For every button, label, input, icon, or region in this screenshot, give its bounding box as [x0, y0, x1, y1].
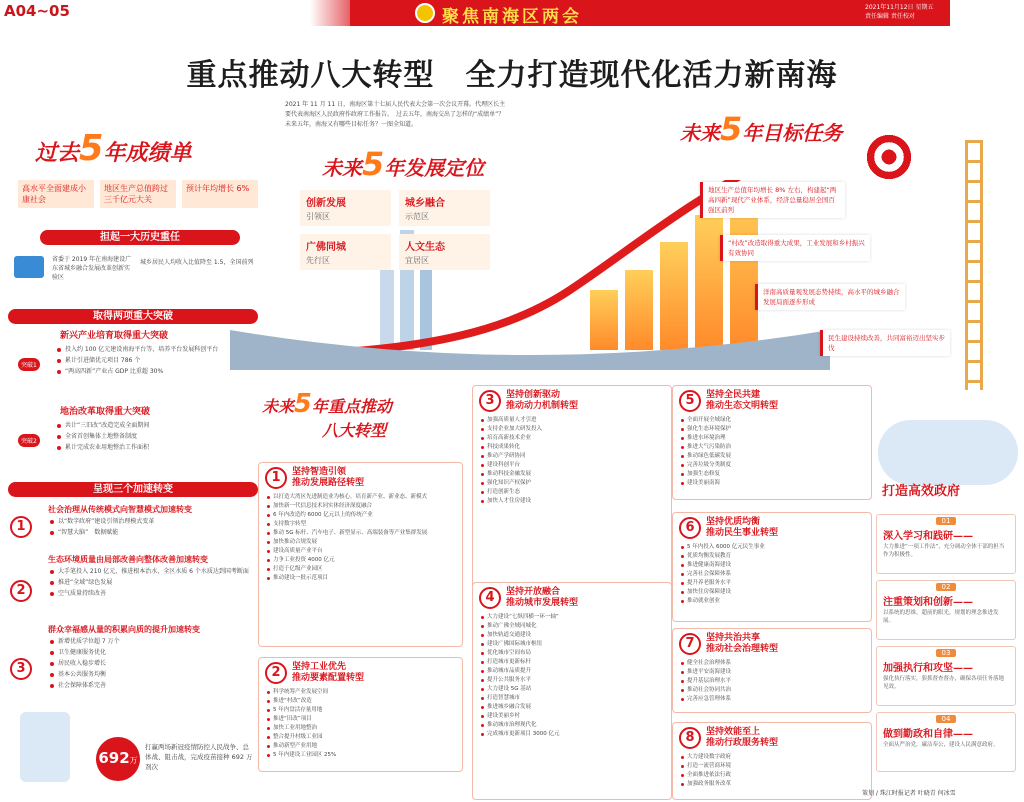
card-line: 全面开展全域绿化 — [679, 416, 865, 425]
pos-b: 引领区 — [306, 212, 330, 221]
list-item: 大手笔投入 210 亿元，推进根本治水，全区水质 6 个水质达到国考断面 — [48, 566, 253, 577]
card-line: 推进“旧改”项目 — [265, 715, 456, 724]
card-number: 8 — [679, 727, 701, 749]
card-line: 推动城市治理现代化 — [479, 721, 665, 730]
card-line: 全面推进依法行政 — [679, 771, 865, 780]
gov-heading: 加强执行和攻坚—— — [883, 663, 973, 674]
card-title-2: 推动民生事业转型 — [706, 528, 779, 538]
list-item: 共计“三旧改”改造完成全面期间 — [55, 420, 255, 431]
list-item: “两高四新”产业占 GDP 比重超 30% — [55, 366, 255, 377]
card-title — [706, 390, 778, 412]
card-line: 支持企业加大研发投入 — [479, 425, 665, 434]
card-line: 推动社会协同共治 — [679, 686, 865, 695]
card-line: 建设美丽南海 — [679, 479, 865, 488]
emblem-icon — [415, 3, 435, 23]
card-number: 2 — [265, 662, 287, 684]
group-items — [48, 636, 120, 691]
vaccine-illustration — [20, 712, 70, 782]
card-title — [292, 467, 364, 489]
card-line: 推动科技金融发展 — [479, 470, 665, 479]
s2-a-list — [55, 344, 255, 377]
tag-a: 突破1 — [18, 358, 40, 371]
s1-note-b: 城乡居民人均收入比值降至 1.5，全国前列 — [140, 259, 254, 266]
intro-text: 2021 年 11 月 11 日，南海区第十七届人民代表大会第一次会议开幕。代理区长主要代表南海区人民政府作政府工作报告。 过去五年，南海交出了怎样的“成绩单”？未来五年，南海又有哪些目标任务？一图全知道。 — [285, 101, 506, 128]
card-title-1: 坚持优质均衡 — [706, 517, 761, 527]
card-line: 支持数字转型 — [265, 520, 456, 529]
gov-heading: 深入学习和践研—— — [883, 531, 973, 542]
s2-b-list — [55, 420, 255, 453]
card-line: 推进水环境治理 — [679, 434, 865, 443]
card-line: 完善社会保障体系 — [679, 570, 865, 579]
card-title — [292, 662, 364, 684]
card-line: 加快新一代信息技术同实体经济深度融合 — [265, 502, 456, 511]
card-line: 培育高新技术企业 — [479, 434, 665, 443]
position-item — [300, 190, 391, 226]
card-line: 打造千亿级产业园区 — [265, 565, 456, 574]
page-title: 重点推动八大转型 全力打造现代化活力新南海 — [186, 58, 838, 93]
card-header — [673, 723, 871, 753]
card-header — [473, 386, 671, 416]
goal-item: 地区生产总值年均增长 8% 左右，构建起“两高四新”现代产业体系，经济总量稳居全国百强区前列 — [700, 182, 845, 218]
card-number: 6 — [679, 517, 701, 539]
card-line: 完成城市更新项目 3000 亿元 — [479, 730, 665, 739]
goals-post: 年目标任务 — [742, 121, 843, 145]
card-line: 5 年内投入 6000 亿元民生事业 — [679, 543, 865, 552]
gov-num: 04 — [936, 715, 956, 723]
card-line: 大力建设 5G 基站 — [479, 685, 665, 694]
gov-list — [876, 514, 1016, 772]
pos-b: 示范区 — [405, 212, 429, 221]
page-number: A04~05 — [4, 2, 70, 20]
gov-title: 打造高效政府 — [882, 484, 961, 499]
list-item: 社会保障体系完善 — [48, 680, 120, 691]
header-band — [350, 0, 950, 26]
group-title: 生态环境质量由局部改善向整体改善加速转变 — [48, 555, 208, 564]
transform-card — [672, 722, 872, 800]
list-item: 新增优质学位超 7 万个 — [48, 636, 120, 647]
past-heading — [35, 128, 192, 169]
card-line: 科技成果转化 — [479, 443, 665, 452]
gov-num: 01 — [936, 517, 956, 525]
stat-box: 预计年均增长 6% — [182, 180, 258, 208]
s2-sub-a: 新兴产业培育取得重大突破 — [60, 331, 169, 341]
card-number: 1 — [265, 467, 287, 489]
group-items — [48, 566, 253, 599]
position-heading — [322, 145, 484, 183]
list-item: 全省首创集体土地整备制度 — [55, 431, 255, 442]
header-date — [865, 3, 933, 21]
s3-group — [8, 504, 258, 550]
card-line: 推动城市品质提升 — [479, 667, 665, 676]
card-line: 加快工业用地整治 — [265, 724, 456, 733]
section-bar-1: 担起一大历史重任 — [40, 230, 240, 245]
section-kicker: 聚焦南海区两会 — [442, 7, 582, 27]
list-item: 累计完成农业用地整治工作面积 — [55, 442, 255, 453]
pos-a: 创新发展 — [306, 198, 346, 209]
card-line: 打造城市更新标杆 — [479, 658, 665, 667]
card-line: 打造智慧城市 — [479, 694, 665, 703]
past-post: 年成绩单 — [103, 141, 192, 166]
group-title: 社会治理从传统模式向智慧模式加速转变 — [48, 505, 192, 514]
map-icon — [14, 256, 44, 278]
goal-item: “村改”改造取得重大成果，工业发展和乡村振兴有效协同 — [720, 235, 870, 261]
gov-item — [876, 580, 1016, 640]
card-title-2: 推动社会治理转型 — [706, 644, 779, 654]
card-line: 建设美丽乡村 — [479, 712, 665, 721]
list-item: 投入约 100 亿元建设南海平台等，培养平台发展科创平台 — [55, 344, 255, 355]
goals-heading — [680, 110, 842, 148]
tag-b: 突破2 — [18, 434, 40, 447]
credit-line: 策划 / 珠江时报记者 叶晓青 何冰雪 — [862, 790, 956, 797]
ladder-icon — [965, 140, 983, 390]
position-item — [300, 234, 391, 270]
card-line: 整合提升村级工业园 — [265, 733, 456, 742]
card-line: 5 年内建设工业园区 25% — [265, 751, 456, 760]
card-line: 提升基层治理水平 — [679, 677, 865, 686]
card-line: 建设高质量产业平台 — [265, 547, 456, 556]
card-line: 加强高质量人才引进 — [479, 416, 665, 425]
card-line: 5 年内盘活存量用地 — [265, 706, 456, 715]
card-line: 打造创新生态 — [479, 488, 665, 497]
vaccine-badge — [96, 737, 140, 781]
card-line: 加快推动合规发展 — [265, 538, 456, 547]
list-item: “智慧大脑” 数据赋能 — [48, 527, 154, 538]
past-num: 5 — [79, 128, 104, 169]
transform-card — [472, 385, 672, 590]
gov-heading: 注重策划和创新—— — [883, 597, 973, 608]
group-title: 群众幸福感从量的积累向质的提升加速转变 — [48, 625, 200, 634]
gov-item — [876, 514, 1016, 574]
card-line: 大力建设数字政府 — [679, 753, 865, 762]
pos-post: 年发展定位 — [384, 156, 485, 180]
card-title — [706, 517, 778, 539]
card-title — [706, 727, 778, 749]
list-item: 基本公共服务均衡 — [48, 669, 120, 680]
card-line: 6 年内改造约 6000 亿元以上的传统产业 — [265, 511, 456, 520]
transform-card — [672, 628, 872, 713]
section-bar-3: 呈现三个加速转变 — [8, 482, 258, 497]
list-item: 卫生健康服务优化 — [48, 647, 120, 658]
card-line: 健全社会治理体系 — [679, 659, 865, 668]
card-line: 推动新型产业用地 — [265, 742, 456, 751]
card-line: 提升公共服务水平 — [479, 676, 665, 685]
list-item: 推进“全域”绿色发展 — [48, 577, 253, 588]
card-number: 3 — [479, 390, 501, 412]
card-header — [259, 463, 462, 493]
card-line: 推进“村改”改造 — [265, 697, 456, 706]
transform-card — [672, 385, 872, 500]
card-title — [506, 390, 578, 412]
s3-group — [8, 624, 258, 712]
card-line: 推动建设一批示范项目 — [265, 574, 456, 583]
card-line: 以打造大湾区先进制造业为核心，培育新产业、新业态、新模式 — [265, 493, 456, 502]
gov-desc: 强化执行落实，狠抓督查督办，确保各项任务落地见效。 — [883, 676, 1005, 690]
card-title — [706, 633, 778, 655]
goal-item: 民生建设持续改善，共同富裕迈出坚实步伐 — [820, 330, 950, 356]
gov-desc: 全面从严治党，廉洁奉公，建设人民满意政府。 — [883, 742, 999, 748]
card-header — [673, 513, 871, 543]
card-line: 加快人才住房建设 — [479, 497, 665, 506]
editor-line: 责任编辑 责任校对 — [865, 13, 915, 20]
card-title-2: 推动城市发展转型 — [506, 598, 579, 608]
group-items — [48, 516, 154, 538]
gov-heading: 做到勤政和自律—— — [883, 729, 973, 740]
card-title-2: 推动发展路径转型 — [292, 478, 365, 488]
card-line: 优化城市空间布局 — [479, 649, 665, 658]
card-title-1: 坚持开放融合 — [506, 587, 561, 597]
card-line: 推进健康南海建设 — [679, 561, 865, 570]
gov-num: 02 — [936, 583, 956, 591]
card-line: 加强政务服务改革 — [679, 780, 865, 789]
stat-box: 地区生产总值跨过三千亿元大关 — [100, 180, 176, 208]
transform-card — [258, 462, 463, 647]
transform-card — [472, 582, 672, 800]
card-line: 大力建设“七纵四横一环一轴” — [479, 613, 665, 622]
position-grid — [300, 190, 490, 270]
goals-num: 5 — [720, 110, 743, 148]
card-title-1: 坚持创新驱动 — [506, 390, 561, 400]
card-line: 推进城乡融合发展 — [479, 703, 665, 712]
section-bar-2: 取得两项重大突破 — [8, 309, 258, 324]
card-line: 完善垃圾分类制度 — [679, 461, 865, 470]
stat-box: 高水平全面建成小康社会 — [18, 180, 94, 208]
vaccine-unit: 万 — [129, 756, 138, 765]
pos-a: 广佛同城 — [306, 242, 346, 253]
card-line: 打造一流营商环境 — [679, 762, 865, 771]
card-title-1: 坚持工业优先 — [292, 662, 347, 672]
gov-num: 03 — [936, 649, 956, 657]
eight-num: 5 — [294, 389, 312, 419]
vaccine-num: 692 — [98, 749, 130, 767]
card-title-1: 坚持共治共享 — [706, 633, 761, 643]
card-header — [673, 386, 871, 416]
page-header — [0, 0, 1024, 27]
card-title-1: 坚持智造引领 — [292, 467, 347, 477]
card-title-2: 推动动力机制转型 — [506, 401, 579, 411]
past-pre: 过去 — [35, 141, 80, 166]
card-line: 推动 5G 标杆、汽车电子、新型显示、高端装备等产业集群发展 — [265, 529, 456, 538]
target-icon — [860, 128, 918, 186]
card-line: 推动产学研协同 — [479, 452, 665, 461]
group-number: 3 — [10, 658, 32, 680]
s3-group — [8, 554, 258, 624]
card-line: 强化知识产权保护 — [479, 479, 665, 488]
transform-card — [672, 512, 872, 622]
s3-groups — [8, 504, 258, 712]
gov-desc: 大力推进“一项工作法”，充分调动全体干部的担当作为积极性。 — [883, 544, 1005, 558]
card-line: 推动绿色低碳发展 — [679, 452, 865, 461]
goals-pre: 未来 — [680, 121, 720, 145]
card-title-1: 坚持全民共建 — [706, 390, 761, 400]
card-line: 推动广佛全域同城化 — [479, 622, 665, 631]
card-title-2: 推动要素配置转型 — [292, 673, 365, 683]
card-line: 推进大气污染防治 — [679, 443, 865, 452]
card-line: 强化生态环境保护 — [679, 425, 865, 434]
card-line: 推动就业创业 — [679, 597, 865, 606]
s2-sub-b: 地治改革取得重大突破 — [60, 407, 151, 417]
gov-item — [876, 712, 1016, 772]
list-item: 居民收入稳步增长 — [48, 658, 120, 669]
eight-pre: 未来 — [262, 397, 295, 416]
list-item: 空气质量持续改善 — [48, 588, 253, 599]
transform-card — [258, 657, 463, 772]
card-header — [259, 658, 462, 688]
pos-b: 宜居区 — [405, 256, 429, 265]
position-item — [399, 234, 490, 270]
card-title-2: 推动生态文明转型 — [706, 401, 779, 411]
card-number: 4 — [479, 587, 501, 609]
list-item: 以“数字政府”建设引领治理模式变革 — [48, 516, 154, 527]
vaccine-text: 打赢两场新冠疫情防控人民战争、总体战、阻击战，完成疫苗接种 692 万剂次 — [145, 743, 253, 771]
card-line: 科学统筹产业发展空间 — [265, 688, 456, 697]
eight-post: 年重点推动 — [311, 397, 392, 416]
pos-pre: 未来 — [322, 156, 362, 180]
pos-a: 城乡融合 — [405, 198, 445, 209]
eight-heading — [262, 389, 392, 443]
card-title — [506, 587, 578, 609]
card-line: 推进平安南海建设 — [679, 668, 865, 677]
gov-illustration — [878, 420, 1018, 485]
card-line: 优质均衡发展教育 — [679, 552, 865, 561]
pos-num: 5 — [362, 145, 385, 183]
date-line: 2021年11月12日 星期五 — [865, 4, 934, 11]
eight-post2: 八大转型 — [322, 421, 387, 440]
card-line: 加快轨道交通建设 — [479, 631, 665, 640]
gov-desc: 以系统的思维，超前的眼光，规划的理念推进发展。 — [883, 610, 999, 624]
card-line: 加快住房保障建设 — [679, 588, 865, 597]
pos-b: 先行区 — [306, 256, 330, 265]
card-line: 建设广佛国际城市枢纽 — [479, 640, 665, 649]
card-title-2: 推动行政服务转型 — [706, 738, 779, 748]
card-line: 建设科创平台 — [479, 461, 665, 470]
card-line: 完善应急管理体系 — [679, 695, 865, 704]
s1-note-a: 省委于 2019 年在南海建设广东省城乡融合发展改革创新实验区 — [52, 256, 132, 281]
card-line: 提升养老服务水平 — [679, 579, 865, 588]
card-line: 力争工业投资 4000 亿元 — [265, 556, 456, 565]
list-item: 累计引进储优元项目 786 个 — [55, 355, 255, 366]
card-number: 5 — [679, 390, 701, 412]
pos-a: 人文生态 — [405, 242, 445, 253]
newspaper-logo: 珠江时报 — [952, 6, 1001, 20]
card-header — [673, 629, 871, 659]
card-title-1: 坚持效能至上 — [706, 727, 761, 737]
card-line: 加强生态修复 — [679, 470, 865, 479]
group-number: 1 — [10, 516, 32, 538]
past-stats — [18, 180, 258, 208]
position-item — [399, 190, 490, 226]
gov-item — [876, 646, 1016, 706]
group-number: 2 — [10, 580, 32, 602]
card-header — [473, 583, 671, 613]
card-number: 7 — [679, 633, 701, 655]
goal-item: 洋南高质量观发展态势持续，高水平的城乡融合发展局面逐步形成 — [755, 284, 905, 310]
